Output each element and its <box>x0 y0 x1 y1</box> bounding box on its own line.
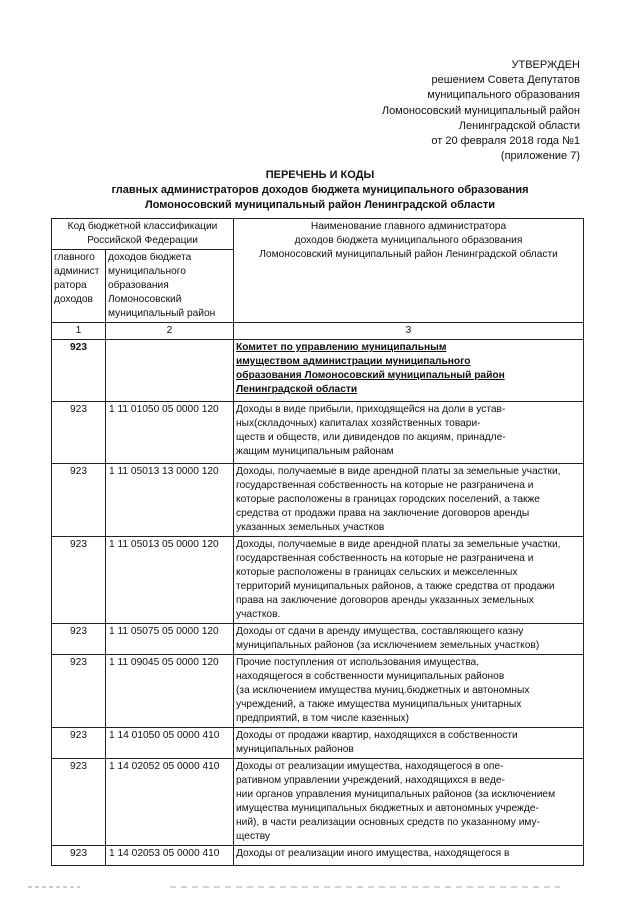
admin-code-cell: 923 <box>52 655 106 728</box>
admin-code-cell: 923 <box>52 728 106 759</box>
revenue-name-line: образования Ломоносовский муниципальный район <box>236 370 505 381</box>
revenue-name-line: ществ и обществ, или дивидендов по акциям, принадле- <box>236 432 506 443</box>
revenue-name-line: имуществом администрации муниципального <box>236 356 471 367</box>
approval-line: (приложение 7) <box>500 150 580 163</box>
budget-code-cell <box>106 340 234 402</box>
revenue-name-line: имущества муниципальных бюджетных и автономных учрежде- <box>236 803 539 814</box>
revenue-name-line: Доходы, получаемые в виде арендной платы за земельные участки, <box>236 466 561 477</box>
approval-line: от 20 февраля 2018 года №1 <box>431 135 580 148</box>
revenue-name-line: предприятий, в том числе казенных) <box>236 713 410 724</box>
table-header-row <box>52 219 584 250</box>
admin-code-cell: 923 <box>52 402 106 464</box>
revenue-name-line: участков. <box>236 609 281 620</box>
kbk-group-header: Код бюджетной классификации Российской Федерации <box>52 219 234 250</box>
approval-line: Ломоносовский муниципальный район <box>381 104 580 117</box>
revenue-name-line: Доходы от сдачи в аренду имущества, составляющего казну <box>236 626 524 637</box>
revenue-name-line: которые расположены в границах сельских и межселенных <box>236 567 518 578</box>
table-row <box>52 846 584 866</box>
revenue-name-cell <box>234 846 584 866</box>
revenue-name-line: которые расположены в границах городских поселений, а также <box>236 494 540 505</box>
budget-column-header: доходов бюджета муниципального образования Ломоносовский муниципальный район <box>106 250 234 323</box>
revenue-name-line: ний), в части реализации основных средств по указанному иму- <box>236 817 541 828</box>
revenue-name-line: учреждений, а также имущества муниципальных унитарных <box>236 699 522 710</box>
document-title <box>0 168 640 213</box>
revenue-name-line: территорий муниципальных районов, а также средства от продажи <box>236 581 555 592</box>
revenue-name-line: Доходы от реализации имущества, находящегося в опе- <box>236 761 504 772</box>
admin-code-cell: 923 <box>52 537 106 624</box>
table-row <box>52 655 584 728</box>
revenue-name-line: Комитет по управлению муниципальным <box>236 342 447 353</box>
revenue-name-cell <box>234 624 584 655</box>
column-number: 3 <box>234 323 584 340</box>
revenue-name-cell <box>234 402 584 464</box>
revenue-name-line: Доходы от реализации иного имущества, находящегося в <box>236 848 510 859</box>
admin-code-cell: 923 <box>52 464 106 537</box>
budget-code-cell: 1 14 01050 05 0000 410 <box>106 728 234 759</box>
revenue-name-line: указанных земельных участков <box>236 522 385 533</box>
column-number: 1 <box>52 323 106 340</box>
admin-code-cell: 923 <box>52 759 106 846</box>
column-number-row <box>52 323 584 340</box>
budget-code-cell: 1 14 02053 05 0000 410 <box>106 846 234 866</box>
revenue-name-line: права на заключение договоров аренды указанных земельных <box>236 595 534 606</box>
revenue-name-line: государственная собственность на которые не разграничена и <box>236 553 534 564</box>
budget-code-cell: 1 11 05013 13 0000 120 <box>106 464 234 537</box>
revenue-name-cell <box>234 464 584 537</box>
revenue-name-cell <box>234 340 584 402</box>
revenue-name-line: муниципальных районов (за исключением земельных участков) <box>236 640 540 651</box>
revenue-name-line: Ленинградской области <box>236 384 358 395</box>
admin-column-header: главного админист ратора доходов <box>52 250 106 323</box>
revenue-name-line: ществу <box>236 831 270 842</box>
table-row <box>52 759 584 846</box>
table-row <box>52 624 584 655</box>
column-number: 2 <box>106 323 234 340</box>
title-line: ПЕРЕЧЕНЬ И КОДЫ <box>265 169 375 181</box>
table-row <box>52 728 584 759</box>
title-line: главных администраторов доходов бюджета муниципального образования <box>111 184 529 196</box>
table-row <box>52 464 584 537</box>
table-row <box>52 537 584 624</box>
admin-code-cell: 923 <box>52 340 106 402</box>
revenue-name-line: находящегося в собственности муниципальных районов <box>236 671 505 682</box>
revenue-name-line: ных(складочных) капиталах хозяйственных товари- <box>236 418 481 429</box>
revenue-name-line: средства от продажи права на заключение договоров аренды <box>236 508 530 519</box>
scan-edge-artifact <box>0 886 640 888</box>
budget-code-cell: 1 14 02052 05 0000 410 <box>106 759 234 846</box>
revenue-name-line: государственная собственность на которые не разграничена и <box>236 480 534 491</box>
approval-line: решением Совета Депутатов <box>431 74 580 87</box>
codes-table <box>51 218 584 866</box>
name-column-header: Наименование главного администратора доходов бюджета муниципального образования Ломоносовский муниципальный район Ленинградской области <box>234 219 584 323</box>
revenue-name-line: (за исключением имущества муниц.бюджетных и автономных <box>236 685 530 696</box>
revenue-name-line: жащим муниципальным районам <box>236 446 394 457</box>
revenue-name-line: Доходы от продажи квартир, находящихся в собственности <box>236 730 518 741</box>
approval-line: УТВЕРЖДЕН <box>511 59 580 71</box>
revenue-name-cell <box>234 537 584 624</box>
revenue-name-line: нии органов управления муниципальных районов (за исключением <box>236 789 556 800</box>
budget-code-cell: 1 11 05075 05 0000 120 <box>106 624 234 655</box>
budget-code-cell: 1 11 01050 05 0000 120 <box>106 402 234 464</box>
revenue-name-cell <box>234 655 584 728</box>
admin-code-cell: 923 <box>52 846 106 866</box>
table-row <box>52 402 584 464</box>
approval-line: муниципального образования <box>427 89 580 102</box>
revenue-name-cell <box>234 728 584 759</box>
budget-code-cell: 1 11 05013 05 0000 120 <box>106 537 234 624</box>
revenue-name-line: Доходы в виде прибыли, приходящейся на доли в устав- <box>236 404 506 415</box>
budget-code-cell: 1 11 09045 05 0000 120 <box>106 655 234 728</box>
table-row <box>52 340 584 402</box>
revenue-name-line: муниципальных районов <box>236 744 354 755</box>
admin-code-cell: 923 <box>52 624 106 655</box>
approval-line: Ленинградской области <box>458 119 580 132</box>
table-body <box>52 340 584 866</box>
title-line: Ломоносовский муниципальный район Ленинградской области <box>145 199 495 211</box>
revenue-name-line: ративном управлении учреждений, находящихся в веде- <box>236 775 505 786</box>
revenue-name-line: Прочие поступления от использования имущества, <box>236 657 480 668</box>
approval-block <box>382 58 580 164</box>
revenue-name-line: Доходы, получаемые в виде арендной платы за земельные участки, <box>236 539 561 550</box>
revenue-name-cell <box>234 759 584 846</box>
